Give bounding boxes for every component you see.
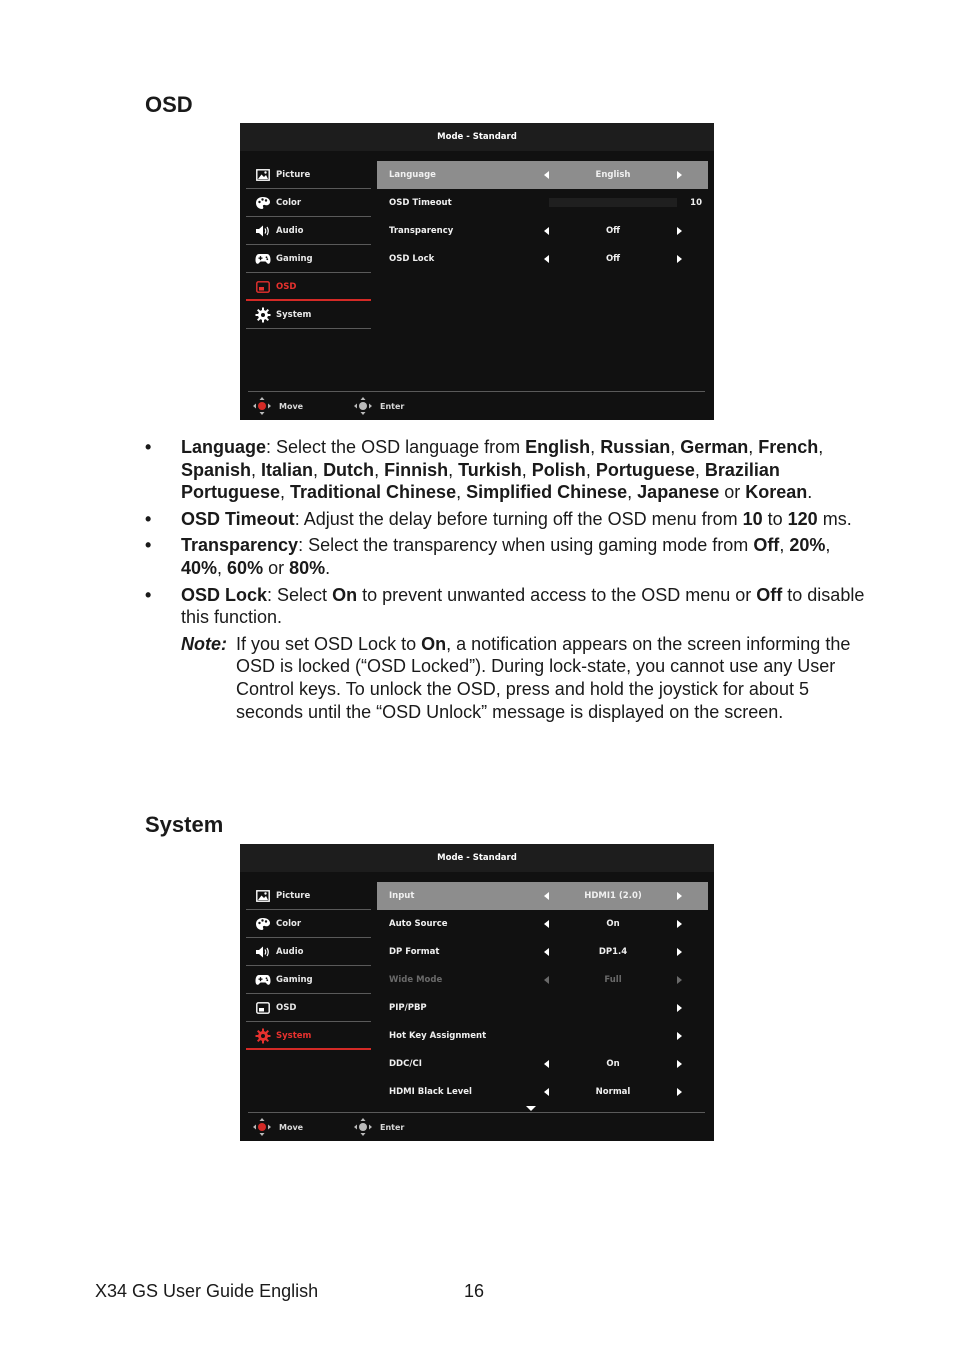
text: to [762,508,788,529]
option: On [332,584,358,605]
sidebar-item-label: Picture [276,170,311,180]
term-transparency: Transparency [181,535,299,556]
arrow-right-icon[interactable] [677,171,682,179]
row-label: Language [389,170,436,180]
footer-divider [248,391,705,392]
bullet-dot: • [145,535,152,556]
sep: , [217,557,228,578]
sidebar-item-system[interactable] [246,1022,371,1050]
setting-row-transparency[interactable] [377,217,708,245]
sidebar-item-gaming[interactable] [246,966,371,994]
row-label: Transparency [389,226,454,236]
sep: , [627,482,638,503]
option: English [525,437,591,457]
row-label: Wide Mode [389,975,443,985]
sep: . [325,557,331,578]
option: 40% [181,557,218,578]
osd-window-icon [255,1000,271,1016]
sidebar-item-audio[interactable] [246,938,371,966]
row-label: OSD Timeout [389,198,452,208]
option: 80% [289,557,326,578]
option: 20% [789,535,826,556]
joystick-enter-icon [353,396,373,416]
sidebar-item-label: System [276,1031,312,1041]
sidebar-item-picture[interactable] [246,161,371,189]
footer-enter-label: Enter [380,402,405,411]
arrow-left-icon[interactable] [544,1060,549,1068]
joystick-enter-icon [353,1117,373,1137]
arrow-right-icon[interactable] [677,255,682,263]
setting-row-osd-timeout[interactable] [377,189,708,217]
term-osd-lock: OSD Lock [181,584,268,605]
gear-icon [255,307,271,323]
row-label: Auto Source [389,919,448,929]
sep: , [521,459,532,480]
value: 120 [787,508,818,529]
option: On [421,633,447,654]
setting-row-osd-lock[interactable] [377,245,708,273]
setting-row-pip-pbp[interactable] [377,994,708,1022]
arrow-left-icon[interactable] [544,255,549,263]
setting-row-auto-source[interactable] [377,910,708,938]
timeout-slider[interactable] [549,198,677,207]
arrow-right-icon [677,976,682,984]
setting-row-wide-mode [377,966,708,994]
mode-header: Mode - Standard [240,844,714,872]
footer-divider [248,1112,705,1113]
osd-window-icon [255,279,271,295]
text: If you set OSD Lock to [236,633,422,654]
text: : Adjust the delay before turning off the OSD menu from [294,508,743,529]
picture-icon [255,167,271,183]
bullet-osd-lock [145,584,865,629]
row-label: Hot Key Assignment [389,1031,487,1041]
row-value: On [606,919,620,929]
option: Spanish [181,459,252,480]
row-value: Off [605,254,621,264]
arrow-right-icon[interactable] [677,227,682,235]
option: Portuguese [595,459,695,480]
row-label: HDMI Black Level [389,1087,472,1097]
option: French [758,437,819,457]
arrow-right-icon[interactable] [677,1032,682,1040]
row-label: DP Format [389,947,440,957]
sep: , [779,535,790,556]
note-osd-lock [145,633,865,723]
sep: or [263,557,290,578]
setting-row-dp-format[interactable] [377,938,708,966]
setting-row-hot-key-assignment[interactable] [377,1022,708,1050]
scroll-down-icon[interactable] [526,1106,536,1111]
joystick-move-icon [252,1117,272,1137]
setting-row-hdmi-black-level[interactable] [377,1078,708,1106]
row-label: DDC/CI [389,1059,422,1069]
sep: , [585,459,596,480]
bullet-dot: • [145,437,152,457]
bullet-transparency [145,534,865,579]
mode-header: Mode - Standard [240,123,714,151]
option: Russian [600,437,671,457]
row-label: PIP/PBP [389,1003,427,1013]
row-value: HDMI1 (2.0) [584,891,642,901]
row-value: On [606,1059,620,1069]
picture-icon [255,888,271,904]
bullet-dot: • [145,584,152,605]
setting-row-input[interactable] [377,882,708,910]
value: 10 [742,508,763,529]
sep: , [251,459,262,480]
text: , a notification appears on the screen informing the OSD is locked (“OSD Locked”). During lock-state, you cannot use any User Control keys. To unlock the OSD, press and hold the joystick for about 5 seconds until the “OSD Unlock” message is displayed on the screen. [236,633,851,722]
sep: , [590,437,601,457]
gamepad-icon [255,251,271,267]
sidebar-item-label: Color [276,198,302,208]
sep: , [670,437,681,457]
sep: or [719,482,746,503]
sidebar-item-label: Gaming [276,975,313,985]
text: : Select [267,584,333,605]
sep: , [456,482,467,503]
option: Dutch [323,459,375,480]
sidebar-item-audio[interactable] [246,217,371,245]
osd-settings-description [145,436,865,723]
arrow-right-icon[interactable] [677,1004,682,1012]
sep: , [748,437,759,457]
arrow-right-icon[interactable] [677,1088,682,1096]
arrow-right-icon[interactable] [677,892,682,900]
sidebar-item-picture[interactable] [246,882,371,910]
option: Brazilian Portuguese [181,459,780,503]
option: Japanese [637,482,720,503]
sidebar-item-system[interactable] [246,301,371,329]
system-heading: System [145,812,224,837]
row-value: 10 [690,198,702,208]
text: ms. [817,508,852,529]
sep: , [825,535,831,556]
page-number: 16 [464,1281,485,1301]
arrow-right-icon[interactable] [677,1060,682,1068]
palette-icon [255,916,271,932]
setting-row-ddc-ci[interactable] [377,1050,708,1078]
bullet-osd-timeout [145,508,865,531]
row-label: Input [389,891,415,901]
speaker-icon [255,944,271,960]
row-value: Full [604,975,622,985]
sep: , [374,459,385,480]
sidebar-item-label: OSD [276,1003,297,1013]
term-osd-timeout: OSD Timeout [181,508,295,529]
option: Off [756,584,783,605]
arrow-left-icon[interactable] [544,1088,549,1096]
row-value: Off [605,226,621,236]
option: Simplified Chinese [466,482,628,503]
sidebar-item-label: Gaming [276,254,313,264]
sep: . [807,482,813,503]
sidebar-item-label: Audio [276,947,304,957]
footer-enter-label: Enter [380,1123,405,1132]
arrow-left-icon[interactable] [544,227,549,235]
sep: , [313,459,324,480]
sidebar-item-label: Color [276,919,302,929]
arrow-left-icon[interactable] [544,892,549,900]
arrow-left-icon [544,976,549,984]
gamepad-icon [255,972,271,988]
arrow-left-icon[interactable] [544,948,549,956]
joystick-move-icon [252,396,272,416]
text: : Select the OSD language from [266,437,526,457]
sidebar-item-gaming[interactable] [246,245,371,273]
osd-heading: OSD [145,92,193,117]
gear-icon [255,1028,271,1044]
osd-menu-screenshot [240,123,714,420]
sidebar-item-osd[interactable] [246,994,371,1022]
sidebar-item-color[interactable] [246,910,371,938]
arrow-left-icon[interactable] [544,920,549,928]
system-menu-screenshot [240,844,714,1141]
sep: , [694,459,705,480]
option: Italian [261,459,314,480]
sep: , [280,482,291,503]
option: Korean [745,482,808,503]
bullet-dot: • [145,508,152,529]
option: German [680,437,749,457]
row-value: DP1.4 [598,947,628,957]
sidebar-item-color[interactable] [246,189,371,217]
text: to prevent unwanted access to the OSD menu or [357,584,757,605]
footer-move-label: Move [279,402,304,411]
option: Traditional Chinese [290,482,457,503]
text: to disable this function. [181,584,865,628]
footer-move-label: Move [279,1123,304,1132]
term-language: Language [181,437,267,457]
sep: , [448,459,459,480]
row-label: OSD Lock [389,254,435,264]
sep: , [818,437,824,457]
document-title-footer: X34 GS User Guide English [95,1281,319,1301]
option: Polish [531,459,586,480]
sidebar-item-label: Picture [276,891,311,901]
option: Finnish [384,459,449,480]
option: Off [753,535,780,556]
arrow-right-icon[interactable] [677,920,682,928]
sidebar-item-osd[interactable] [246,273,371,301]
option: Turkish [458,459,522,480]
row-value: Normal [595,1087,631,1097]
note-label: Note: [181,633,227,654]
option: 60% [227,557,264,578]
setting-row-language[interactable] [377,161,708,189]
speaker-icon [255,223,271,239]
arrow-left-icon[interactable] [544,171,549,179]
sidebar-item-label: System [276,310,312,320]
sidebar-item-label: OSD [276,282,297,292]
bullet-language [145,436,865,504]
text: : Select the transparency when using gaming mode from [298,535,754,556]
sidebar-item-label: Audio [276,226,304,236]
row-value: English [595,170,631,180]
arrow-right-icon[interactable] [677,948,682,956]
palette-icon [255,195,271,211]
